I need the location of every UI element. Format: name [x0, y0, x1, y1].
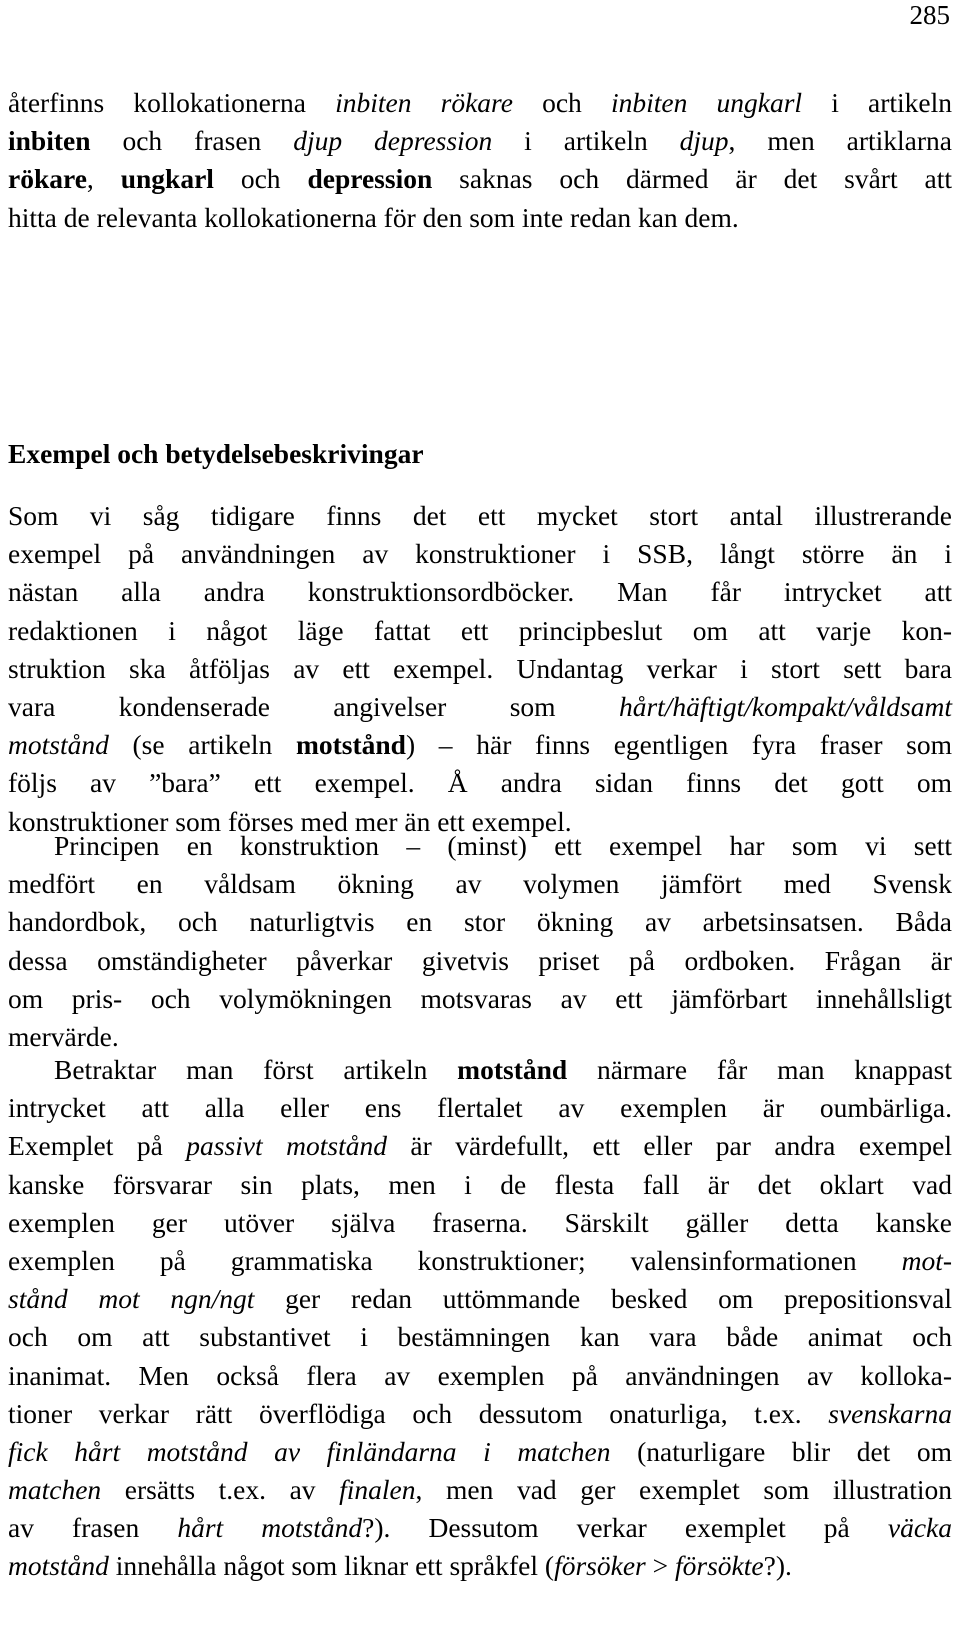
text-run: handordbok, och naturligtvis en stor ökning av arbetsinsatsen. Båda — [8, 906, 952, 938]
italic-text: finalen — [339, 1474, 416, 1506]
text-line — [8, 160, 952, 198]
text-run: och om att substantivet i bestämningen kan vara både animat och — [8, 1321, 952, 1353]
italic-text: inbiten ungkarl — [610, 87, 803, 118]
text-run: närmare får man knappast — [567, 1054, 952, 1085]
text-run: > — [645, 1550, 675, 1582]
text-run: hitta de relevanta kollokationerna för den som inte redan kan dem. — [8, 201, 739, 233]
bold-text: ungkarl — [120, 163, 214, 195]
text-run: och — [213, 163, 308, 195]
text-run: i artikeln — [802, 87, 952, 118]
text-run: vara kondenserade angivelser som — [8, 690, 619, 722]
text-run: (se artikeln — [108, 729, 296, 761]
paragraph-2 — [8, 497, 952, 841]
text-run: intrycket att alla eller ens flertalet av exemplen är oumbärliga. — [8, 1092, 952, 1124]
text-run: exempel på användningen av konstruktioner i SSB, långt större än i — [8, 538, 952, 570]
italic-text: passivt motstånd — [186, 1130, 387, 1162]
text-line — [8, 650, 952, 688]
text-line — [8, 865, 952, 903]
text-run: nästan alla andra konstruktionsordböcker. Man får intrycket att — [8, 576, 952, 608]
text-run: återfinns kollokationerna — [8, 87, 336, 118]
bold-text: inbiten — [8, 125, 91, 157]
text-line — [8, 1051, 952, 1089]
text-run: och — [512, 87, 611, 118]
bold-text: motstånd — [295, 729, 406, 761]
text-line — [8, 1547, 952, 1585]
text-run: är värdefullt, ett eller par andra exempel — [386, 1130, 952, 1162]
text-line — [8, 199, 952, 237]
text-line — [8, 1204, 952, 1242]
text-run: , — [86, 163, 121, 195]
text-line — [8, 827, 952, 865]
italic-text: djup depression — [293, 125, 493, 157]
italic-text: djup — [679, 125, 729, 157]
text-run: ersätts t.ex. av — [101, 1474, 340, 1506]
text-run: (naturligare blir det om — [610, 1435, 953, 1467]
text-run: följs av ”bara” ett exempel. Å andra sidan finns det gott om — [8, 767, 952, 799]
text-run: ?). Dessutom verkar exemplet på — [362, 1512, 888, 1544]
italic-text: hårt motstånd — [177, 1512, 363, 1544]
text-run: , men artiklarna — [728, 125, 952, 157]
text-line — [8, 726, 952, 764]
text-run: , men vad ger exemplet som illustration — [415, 1474, 952, 1506]
text-run: och frasen — [90, 125, 294, 157]
text-run: inanimat. Men också flera av exemplen på användningen av kolloka- — [8, 1359, 952, 1391]
text-line — [8, 764, 952, 802]
italic-text: försökte — [675, 1550, 764, 1582]
section-heading: Exempel och betydelsebeskrivingar — [8, 438, 424, 469]
text-run: ger redan uttömmande besked om prepositionsval — [254, 1283, 952, 1315]
text-line — [8, 1166, 952, 1204]
text-line — [8, 612, 952, 650]
text-line — [8, 497, 952, 535]
text-line — [8, 942, 952, 980]
text-run: ) – här finns egentligen fyra fraser som — [405, 729, 952, 761]
text-run: tioner verkar rätt överflödiga och dessutom onaturliga, t.ex. — [8, 1397, 829, 1429]
text-line — [8, 122, 952, 160]
text-line — [8, 1127, 952, 1165]
text-run: Exemplet på — [8, 1130, 187, 1162]
text-run: medfört en våldsam ökning av volymen jämfört med Svensk — [8, 868, 952, 900]
text-run: av frasen — [8, 1512, 178, 1544]
text-run: exemplen på grammatiska konstruktioner; valensinformationen — [8, 1244, 902, 1276]
text-line — [8, 573, 952, 611]
text-run: redaktionen i något läge fattat ett principbeslut om att varje kon- — [8, 614, 952, 646]
italic-text: fick hårt motstånd av finländarna i matchen — [8, 1435, 611, 1467]
italic-text: väcka — [887, 1512, 952, 1544]
text-line — [8, 1509, 952, 1547]
text-run: saknas och därmed är det svårt att — [432, 163, 952, 195]
text-line — [8, 688, 952, 726]
italic-text: försöker — [554, 1550, 646, 1582]
text-run: mervärde. — [8, 1020, 119, 1052]
paragraph-4 — [8, 1051, 952, 1586]
text-line — [8, 535, 952, 573]
text-line — [8, 1357, 952, 1395]
text-run: Som vi såg tidigare finns det ett mycket stort antal illustrerande — [8, 500, 952, 531]
text-line — [8, 903, 952, 941]
bold-text: rökare — [8, 163, 87, 195]
text-run: dessa omständigheter påverkar givetvis priset på ordboken. Frågan är — [8, 944, 952, 976]
text-run: struktion ska åtföljas av ett exempel. Undantag verkar i stort sett bara — [8, 652, 952, 684]
text-line — [8, 1280, 952, 1318]
italic-text: hårt/häftigt/kompakt/våldsamt — [618, 690, 952, 722]
bold-text: depression — [307, 163, 433, 195]
text-line — [8, 1242, 952, 1280]
text-run: om pris- och volymökningen motsvaras av ett jämförbart innehållsligt — [8, 982, 952, 1014]
text-run: konstruktioner som förses med mer än ett exempel. — [8, 805, 572, 837]
italic-text: svenskarna — [828, 1397, 952, 1429]
italic-text: motstånd — [8, 729, 109, 761]
page-number: 285 — [909, 0, 950, 30]
text-line — [8, 1471, 952, 1509]
paragraph-3 — [8, 827, 952, 1056]
italic-text: motstånd — [8, 1550, 109, 1582]
italic-text: mot- — [901, 1244, 952, 1276]
italic-text: stånd mot ngn/ngt — [8, 1283, 255, 1315]
text-run: Principen en konstruktion – (minst) ett exempel har som vi sett — [54, 830, 952, 861]
text-line — [8, 980, 952, 1018]
text-line — [8, 1433, 952, 1471]
italic-text: inbiten rökare — [335, 87, 513, 118]
text-run: innehålla något som liknar ett språkfel ( — [108, 1550, 555, 1582]
text-run: i artikeln — [492, 125, 680, 157]
text-run: exemplen ger utöver själva fraserna. Särskilt gäller detta kanske — [8, 1206, 952, 1238]
text-line — [8, 1318, 952, 1356]
text-line — [8, 84, 952, 122]
text-run: kanske försvarar sin plats, men i de flesta fall är det oklart vad — [8, 1168, 952, 1200]
text-run: Betraktar man först artikeln — [54, 1054, 458, 1085]
italic-text: matchen — [8, 1474, 102, 1506]
text-line — [8, 1395, 952, 1433]
bold-text: motstånd — [457, 1054, 568, 1085]
text-run: ?). — [763, 1550, 792, 1582]
paragraph-1 — [8, 84, 952, 237]
text-line — [8, 1089, 952, 1127]
